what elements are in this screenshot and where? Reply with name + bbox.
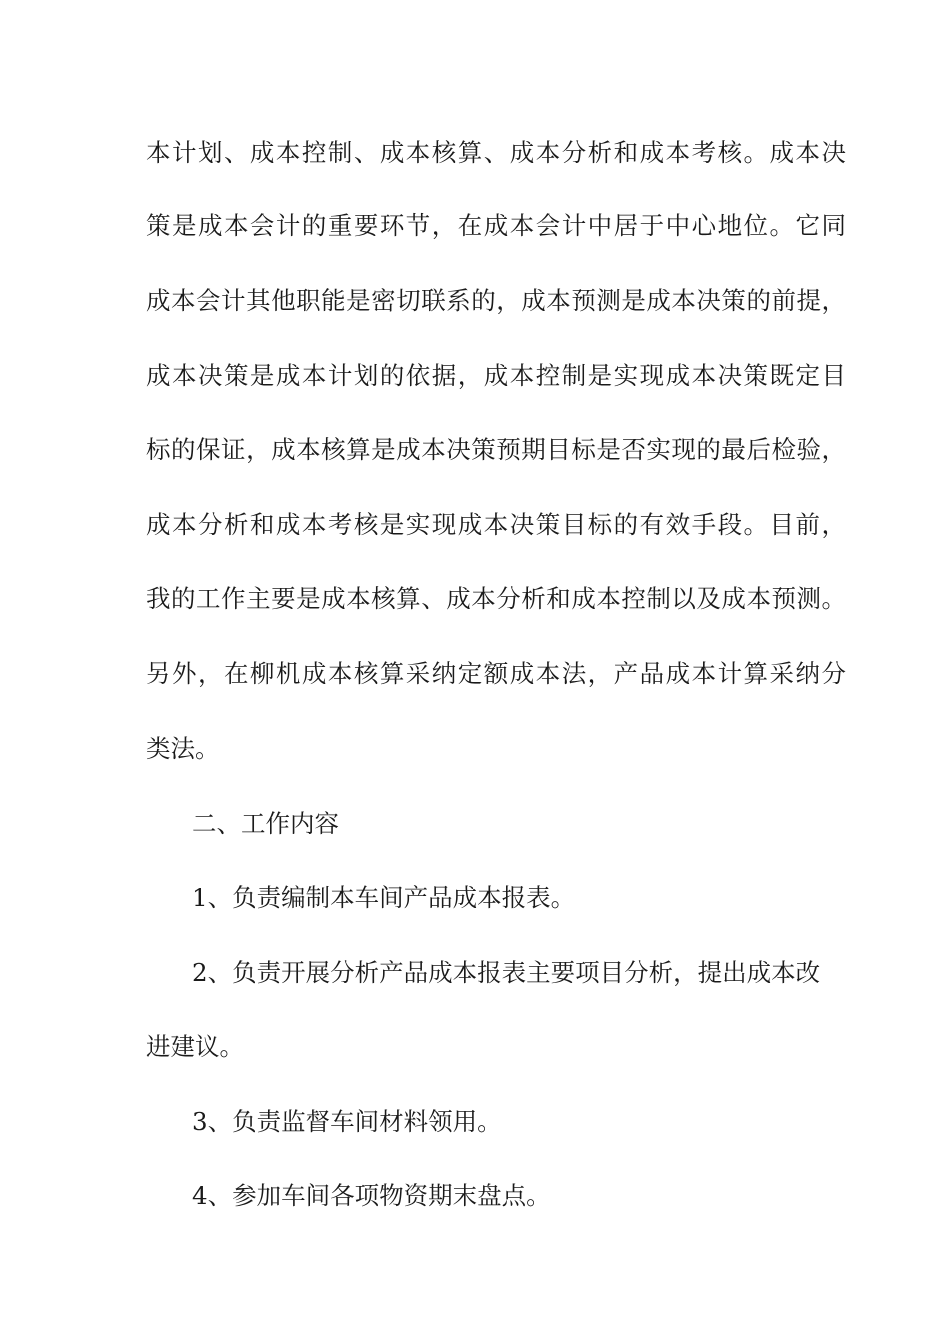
list-item-4: 4、参加车间各项物资期末盘点。 (192, 1181, 551, 1210)
list-item-2-continued: 进建议。 (146, 1032, 244, 1061)
list-item-2: 2、负责开展分析产品成本报表主要项目分析，提出成本改 (192, 958, 821, 987)
paragraph-line-6: 成本分析和成本考核是实现成本决策目标的有效手段。目前， (146, 510, 846, 539)
paragraph-line-1: 本计划、成本控制、成本核算、成本分析和成本考核。成本决 (146, 138, 846, 167)
section-heading: 二、工作内容 (192, 809, 339, 838)
paragraph-line-5: 标的保证，成本核算是成本决策预期目标是否实现的最后检验， (146, 435, 846, 464)
paragraph-line-7: 我的工作主要是成本核算、成本分析和成本控制以及成本预测。 (146, 584, 846, 613)
paragraph-line-4: 成本决策是成本计划的依据，成本控制是实现成本决策既定目 (146, 361, 846, 390)
paragraph-line-8: 另外，在柳机成本核算采纳定额成本法，产品成本计算采纳分 (146, 659, 846, 688)
paragraph-line-2: 策是成本会计的重要环节，在成本会计中居于中心地位。它同 (146, 211, 846, 240)
paragraph-line-3: 成本会计其他职能是密切联系的，成本预测是成本决策的前提， (146, 286, 846, 315)
list-item-3: 3、负责监督车间材料领用。 (192, 1107, 502, 1136)
paragraph-line-9: 类法。 (146, 734, 220, 763)
list-item-1: 1、负责编制本车间产品成本报表。 (192, 883, 576, 912)
